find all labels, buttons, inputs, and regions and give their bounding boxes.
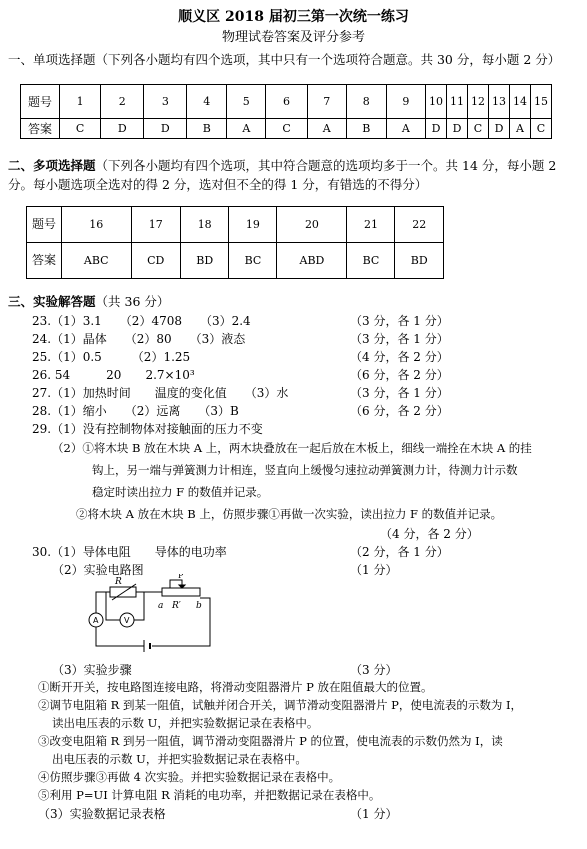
answer-cell: A bbox=[510, 119, 531, 139]
question-number: 14 bbox=[510, 85, 531, 119]
answer-cell: BD bbox=[395, 243, 444, 279]
score-note: （1 分） bbox=[350, 807, 398, 821]
answer-cell: ABD bbox=[277, 243, 347, 279]
answer-line: 28.（1）缩小 （2）远离 （3）B bbox=[32, 404, 239, 418]
answer-cell: ABC bbox=[62, 243, 132, 279]
question-number: 3 bbox=[144, 85, 187, 119]
score-note: （6 分，各 2 分） bbox=[350, 404, 449, 418]
answer-cell: BC bbox=[347, 243, 395, 279]
label-b: b bbox=[196, 601, 202, 611]
label-r-prime: R′ bbox=[172, 601, 181, 611]
answer-cell: D bbox=[144, 119, 187, 139]
section1-heading: 一、单项选择题（下列各小题均有四个选项，其中只有一个选项符合题意。共 30 分，每小题 2 分） bbox=[8, 52, 561, 67]
question-number: 9 bbox=[386, 85, 425, 119]
label-p: P bbox=[178, 574, 184, 580]
answer-cell: D bbox=[489, 119, 510, 139]
score-note: （6 分，各 2 分） bbox=[350, 368, 449, 382]
q29-part2-line4: ②将木块 A 放在木块 B 上，仿照步骤①再做一次实验，读出拉力 F 的数值并记录。 bbox=[76, 507, 503, 521]
question-number: 6 bbox=[266, 85, 307, 119]
score-note: （2 分，各 1 分） bbox=[350, 545, 449, 559]
table-row-questions bbox=[27, 207, 444, 243]
question-number: 18 bbox=[180, 207, 229, 243]
single-choice-answer-table bbox=[20, 84, 552, 139]
answer-line: 27.（1）加热时间 温度的变化值 （3）水 bbox=[32, 386, 289, 400]
table-row-answers bbox=[21, 119, 552, 139]
row-label-answer: 答案 bbox=[27, 243, 62, 279]
step-line: ⑤利用 P=UI 计算电阻 R 消耗的电功率，并把数据记录在表格中。 bbox=[38, 788, 381, 802]
row-label-question: 题号 bbox=[27, 207, 62, 243]
answer-cell: D bbox=[101, 119, 144, 139]
answer-cell: A bbox=[307, 119, 346, 139]
answer-cell: D bbox=[426, 119, 447, 139]
step-line: 读出电压表的示数 U，并把实验数据记录在表格中。 bbox=[52, 716, 319, 730]
answer-cell: B bbox=[346, 119, 386, 139]
question-number: 17 bbox=[131, 207, 180, 243]
answer-cell: CD bbox=[131, 243, 180, 279]
q30-part1: 30.（1）导体电阻 导体的电功率 bbox=[32, 545, 227, 559]
section3-heading bbox=[8, 292, 169, 310]
score-note: （4 分，各 2 分） bbox=[350, 350, 449, 364]
table-row-questions bbox=[21, 85, 552, 119]
step-line: 出电压表的示数 U，并把实验数据记录在表格中。 bbox=[52, 752, 307, 766]
question-number: 11 bbox=[447, 85, 468, 119]
circuit-wire bbox=[96, 600, 144, 646]
section2-heading bbox=[8, 156, 556, 174]
answer-cell: C bbox=[468, 119, 489, 139]
q29-part2-line1: （2）①将木块 B 放在木块 A 上，两木块叠放在一起后放在木板上，细线一端拴在木块 A 的挂 bbox=[52, 441, 532, 455]
row-label-answer: 答案 bbox=[21, 119, 60, 139]
q29-part2-line3: 稳定时读出拉力 F 的数值并记录。 bbox=[92, 485, 269, 499]
resistor-box-r bbox=[110, 587, 136, 597]
question-number: 19 bbox=[229, 207, 277, 243]
answer-cell: BC bbox=[229, 243, 277, 279]
slide-rheostat bbox=[162, 588, 200, 596]
question-number: 1 bbox=[60, 85, 101, 119]
step-line: ④仿照步骤③再做 4 次实验。并把实验数据记录在表格中。 bbox=[38, 770, 341, 784]
section2-heading-line2: 分。每小题选项全选对的得 2 分，选对但不全的得 1 分，有错选的不得分） bbox=[8, 177, 428, 192]
section3-heading-bold: 三、实验解答题 bbox=[8, 294, 96, 309]
q29-part2-line2: 钩上，另一端与弹簧测力计相连，竖直向上缓慢匀速拉动弹簧测力计，待测力计示数 bbox=[92, 463, 518, 477]
step-line: ①断开开关，按电路图连接电路，将滑动变阻器滑片 P 放在阻值最大的位置。 bbox=[38, 680, 433, 694]
question-number: 16 bbox=[62, 207, 132, 243]
answer-cell: C bbox=[266, 119, 307, 139]
page-title: 顺义区 2018 届初三第一次统一练习 bbox=[178, 9, 409, 25]
question-number: 4 bbox=[187, 85, 227, 119]
score-note: （3 分） bbox=[350, 663, 398, 677]
ammeter-label: A bbox=[93, 616, 99, 625]
question-number: 21 bbox=[347, 207, 395, 243]
answer-cell: C bbox=[60, 119, 101, 139]
section3-heading-rest: （共 36 分） bbox=[95, 294, 170, 309]
answer-line: 23.（1）3.1 （2）4708 （3）2.4 bbox=[32, 314, 251, 328]
section2-heading-rest: （下列各小题均有四个选项，其中符合题意的选项均多于一个。共 14 分，每小题 2 bbox=[95, 158, 557, 173]
answer-line: 26. 54 20 2.7×10³ bbox=[32, 368, 195, 382]
circuit-diagram bbox=[82, 574, 232, 654]
answer-cell: B bbox=[187, 119, 227, 139]
multi-choice-answer-table bbox=[26, 206, 444, 279]
question-number: 20 bbox=[277, 207, 347, 243]
question-number: 13 bbox=[489, 85, 510, 119]
question-number: 10 bbox=[426, 85, 447, 119]
q30-part3: （3）实验步骤 bbox=[52, 663, 132, 677]
step-line: ②调节电阻箱 R 到某一阻值，试触并闭合开关，调节滑动变阻器滑片 P，使电流表的示数为 I， bbox=[38, 698, 523, 712]
label-r: R bbox=[115, 577, 122, 587]
circuit-wire bbox=[96, 592, 110, 600]
answer-cell: C bbox=[531, 119, 552, 139]
step-line: ③改变电阻箱 R 到另一阻值，调节滑动变阻器滑片 P 的位置，使电流表的示数仍然为 I，读 bbox=[38, 734, 503, 748]
page-subtitle: 物理试卷答案及评分参考 bbox=[221, 30, 365, 45]
answer-cell: A bbox=[386, 119, 425, 139]
q29-part1: 29.（1）没有控制物体对接触面的压力不变 bbox=[32, 422, 263, 436]
label-a: a bbox=[158, 601, 164, 611]
answer-cell: A bbox=[227, 119, 266, 139]
question-number: 8 bbox=[346, 85, 386, 119]
question-number: 2 bbox=[101, 85, 144, 119]
score-note: （3 分，各 1 分） bbox=[350, 332, 449, 346]
q30-part4: （3）实验数据记录表格 bbox=[38, 807, 166, 821]
table-row-answers bbox=[27, 243, 444, 279]
section2-heading-bold: 二、多项选择题 bbox=[8, 158, 96, 173]
voltmeter-label: V bbox=[124, 616, 130, 625]
question-number: 5 bbox=[227, 85, 266, 119]
row-label-question: 题号 bbox=[21, 85, 60, 119]
score-note: （3 分，各 1 分） bbox=[350, 314, 449, 328]
answer-line: 24.（1）晶体 （2）80 （3）液态 bbox=[32, 332, 246, 346]
score-note: （3 分，各 1 分） bbox=[350, 386, 449, 400]
answer-line: 25.（1）0.5 （2）1.25 bbox=[32, 350, 191, 364]
answer-cell: BD bbox=[180, 243, 229, 279]
score-note: （4 分，各 2 分） bbox=[380, 527, 479, 541]
answer-cell: D bbox=[447, 119, 468, 139]
question-number: 7 bbox=[307, 85, 346, 119]
score-note: （1 分） bbox=[350, 563, 398, 577]
question-number: 15 bbox=[531, 85, 552, 119]
q30-part2: （2）实验电路图 bbox=[52, 563, 144, 577]
question-number: 22 bbox=[395, 207, 444, 243]
question-number: 12 bbox=[468, 85, 489, 119]
